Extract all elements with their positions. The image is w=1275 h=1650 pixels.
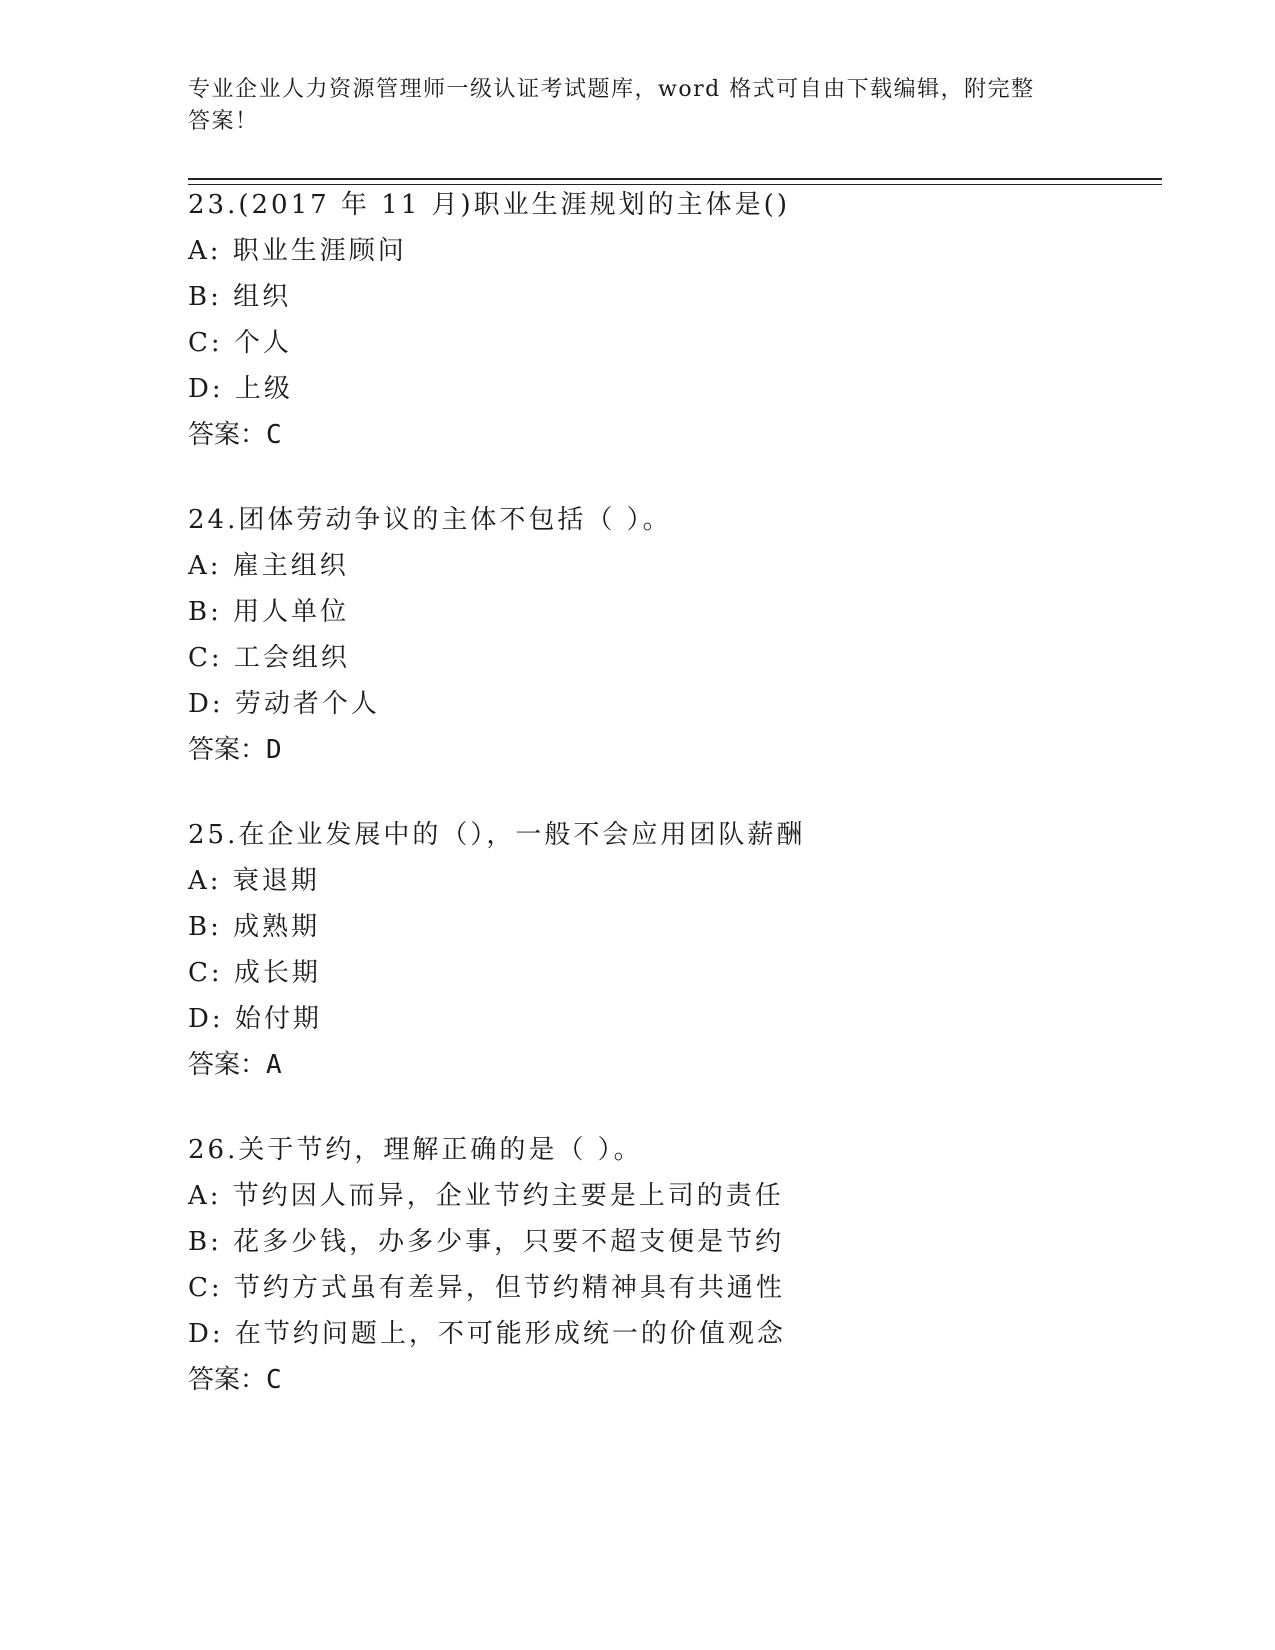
answer: 答案：C <box>188 1365 282 1395</box>
question-stem: 23.(2017 年 11 月)职业生涯规划的主体是() <box>188 190 790 220</box>
option-b: B: 花多少钱，办多少事，只要不超支便是节约 <box>188 1227 785 1257</box>
option-a: A: 雇主组织 <box>188 551 349 581</box>
question-26 <box>188 1127 1148 1403</box>
option-d: D: 上级 <box>188 374 293 404</box>
option-a: A: 职业生涯顾问 <box>188 236 407 266</box>
option-c: C: 节约方式虽有差异，但节约精神具有共通性 <box>188 1273 785 1303</box>
option-a: A: 节约因人而异，企业节约主要是上司的责任 <box>188 1181 784 1211</box>
question-24 <box>188 497 1148 773</box>
header-line-1: 专业企业人力资源管理师一级认证考试题库，word 格式可自由下载编辑，附完整 <box>188 77 1035 102</box>
answer: 答案：D <box>188 735 282 765</box>
question-23 <box>188 182 1148 458</box>
option-a: A: 衰退期 <box>188 866 320 896</box>
option-b: B: 成熟期 <box>188 912 321 942</box>
header-rule-thick <box>188 178 1162 180</box>
answer: 答案：C <box>188 420 282 450</box>
question-stem: 25.在企业发展中的（），一般不会应用团队薪酬 <box>188 820 806 850</box>
question-stem: 26.关于节约，理解正确的是（ ）。 <box>188 1135 643 1165</box>
option-c: C: 成长期 <box>188 958 321 988</box>
option-d: D: 始付期 <box>188 1004 322 1034</box>
option-c: C: 工会组织 <box>188 643 350 673</box>
document-header <box>188 74 1088 138</box>
option-c: C: 个人 <box>188 328 292 358</box>
question-stem: 24.团体劳动争议的主体不包括（ ）。 <box>188 505 672 535</box>
question-25 <box>188 812 1148 1088</box>
header-line-2: 答案！ <box>188 109 259 134</box>
option-b: B: 组织 <box>188 282 292 312</box>
option-d: D: 在节约问题上，不可能形成统一的价值观念 <box>188 1319 786 1349</box>
answer: 答案：A <box>188 1050 282 1080</box>
option-d: D: 劳动者个人 <box>188 689 380 719</box>
option-b: B: 用人单位 <box>188 597 350 627</box>
